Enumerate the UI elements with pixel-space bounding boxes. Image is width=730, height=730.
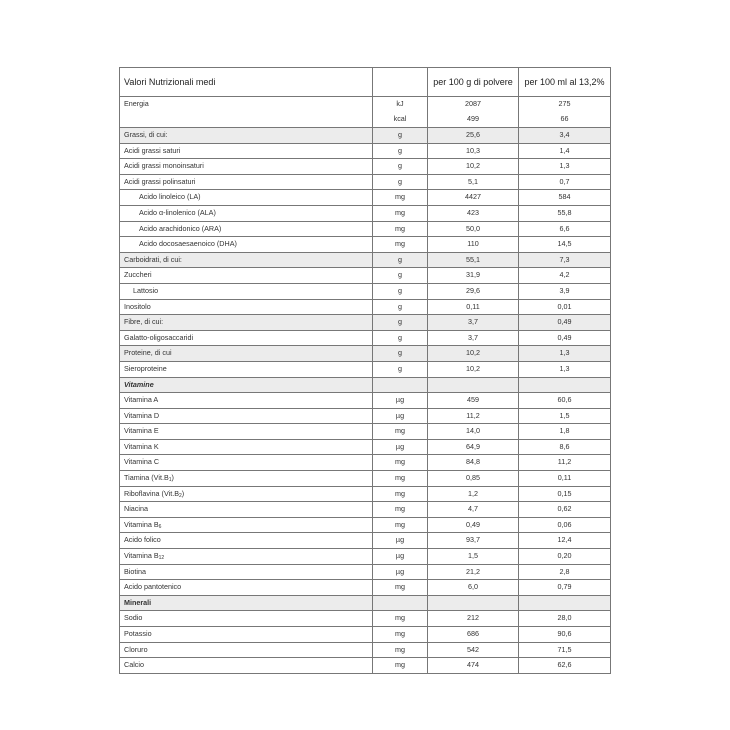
value-per-100ml: 55,8	[519, 205, 611, 221]
table-row	[120, 424, 611, 440]
header-row	[120, 68, 611, 97]
nutrient-name	[120, 299, 373, 315]
nutrient-name-text: Vitamina A	[124, 395, 159, 405]
nutrition-table	[119, 67, 611, 674]
value-per-100g: 474	[428, 658, 519, 674]
nutrient-unit: g	[373, 330, 428, 346]
nutrient-unit: mg	[373, 237, 428, 253]
nutrient-unit: g	[373, 174, 428, 190]
value-per-100g: 0,49	[428, 517, 519, 533]
value-per-100ml: 0,06	[519, 517, 611, 533]
nutrient-name	[120, 128, 373, 144]
table-row	[120, 486, 611, 502]
nutrient-name	[120, 237, 373, 253]
table-row	[120, 237, 611, 253]
nutrient-name	[120, 471, 373, 487]
nutrient-name	[120, 408, 373, 424]
nutrient-name	[120, 486, 373, 502]
value-per-100g: 1,2	[428, 486, 519, 502]
col-per-100g-header: per 100 g di polvere	[428, 68, 519, 97]
value-per-100ml: 1,4	[519, 143, 611, 159]
energy-unit-kcal: kcal	[393, 113, 407, 123]
nutrient-name	[120, 393, 373, 409]
value-per-100ml: 1,3	[519, 346, 611, 362]
nutrient-name-text: Potassio	[124, 629, 152, 638]
nutrient-unit: µg	[373, 533, 428, 549]
nutrient-subscript: 2	[179, 492, 182, 499]
table-row	[120, 346, 611, 362]
nutrient-unit: g	[373, 268, 428, 284]
value-per-100g: 31,9	[428, 268, 519, 284]
nutrient-name	[120, 190, 373, 206]
nutrient-name-text: Sieroproteine	[124, 363, 167, 373]
nutrient-name-text: Vitamina D	[124, 410, 160, 420]
nutrient-name	[120, 174, 373, 190]
section-title: Vitamine	[120, 377, 373, 393]
value-per-100g: 459	[428, 393, 519, 409]
value-per-100g: 29,6	[428, 283, 519, 299]
value-per-100g: 423	[428, 205, 519, 221]
nutrient-name	[120, 564, 373, 580]
nutrient-name-text: Sodio	[124, 613, 143, 623]
value-per-100ml: 62,6	[519, 658, 611, 674]
table-row	[120, 439, 611, 455]
value-per-100g: 64,9	[428, 439, 519, 455]
value-per-100ml: 90,6	[519, 627, 611, 643]
table-row	[120, 361, 611, 377]
nutrient-name-text: Calcio	[124, 660, 144, 670]
table-row	[120, 627, 611, 643]
nutrient-name-text: Vitamina C	[124, 457, 160, 467]
value-per-100g: 1,5	[428, 549, 519, 565]
nutrient-name-text: Acido linoleico (LA)	[139, 192, 201, 202]
nutrient-name-text: Vitamina B	[124, 519, 159, 529]
nutrient-name-text: Proteine, di cui	[124, 348, 172, 358]
nutrient-unit: mg	[373, 486, 428, 502]
nutrient-name	[120, 221, 373, 237]
table-row	[120, 299, 611, 315]
table-row	[120, 564, 611, 580]
nutrient-unit: mg	[373, 502, 428, 518]
nutrient-subscript: 12	[158, 555, 165, 562]
nutrient-unit: mg	[373, 658, 428, 674]
table-row	[120, 128, 611, 144]
value-per-100ml: 0,20	[519, 549, 611, 565]
value-per-100ml: 0,49	[519, 315, 611, 331]
table-row	[120, 393, 611, 409]
section-row	[120, 595, 611, 611]
nutrient-unit: mg	[373, 517, 428, 533]
nutrient-unit: mg	[373, 580, 428, 596]
nutrient-name	[120, 283, 373, 299]
nutrient-unit: µg	[373, 439, 428, 455]
nutrient-name-text: Biotina	[124, 566, 146, 576]
nutrient-name	[120, 439, 373, 455]
energy-values-100g	[428, 97, 519, 128]
value-per-100ml: 1,3	[519, 159, 611, 175]
value-per-100g: 11,2	[428, 408, 519, 424]
value-per-100ml: 6,6	[519, 221, 611, 237]
value-per-100ml: 71,5	[519, 642, 611, 658]
nutrition-table-container	[119, 67, 610, 674]
value-per-100g: 4427	[428, 190, 519, 206]
nutrient-unit: g	[373, 143, 428, 159]
value-per-100g: 4,7	[428, 502, 519, 518]
nutrient-name-text: Cloruro	[124, 644, 148, 654]
value-per-100ml: 2,8	[519, 564, 611, 580]
table-row	[120, 315, 611, 331]
nutrient-name-text: Acido pantotenico	[124, 582, 182, 592]
empty-cell	[519, 595, 611, 611]
nutrient-unit: mg	[373, 221, 428, 237]
nutrient-unit: g	[373, 299, 428, 315]
value-per-100ml: 0,79	[519, 580, 611, 596]
nutrient-unit: µg	[373, 564, 428, 580]
value-per-100g: 10,2	[428, 346, 519, 362]
nutrient-suffix: )	[181, 488, 185, 498]
value-per-100ml: 1,3	[519, 361, 611, 377]
nutrient-unit: µg	[373, 393, 428, 409]
nutrient-name	[120, 580, 373, 596]
nutrient-unit: mg	[373, 471, 428, 487]
nutrient-name	[120, 252, 373, 268]
value-per-100ml: 3,4	[519, 128, 611, 144]
value-per-100g: 55,1	[428, 252, 519, 268]
table-row	[120, 471, 611, 487]
value-per-100g: 93,7	[428, 533, 519, 549]
nutrient-unit: g	[373, 361, 428, 377]
nutrient-name	[120, 455, 373, 471]
table-row	[120, 642, 611, 658]
energy-label: Energia	[120, 97, 373, 128]
value-per-100g: 0,85	[428, 471, 519, 487]
nutrient-subscript: 6	[158, 523, 162, 530]
value-per-100ml: 14,5	[519, 237, 611, 253]
value-per-100ml: 60,6	[519, 393, 611, 409]
table-row	[120, 143, 611, 159]
energy-kj-100ml: 275	[558, 99, 571, 108]
nutrient-name-text: Zuccheri	[124, 270, 152, 280]
table-row	[120, 268, 611, 284]
table-row	[120, 517, 611, 533]
nutrient-name	[120, 159, 373, 175]
value-per-100g: 10,3	[428, 143, 519, 159]
value-per-100g: 212	[428, 611, 519, 627]
value-per-100ml: 3,9	[519, 283, 611, 299]
nutrient-unit: g	[373, 252, 428, 268]
nutrient-unit: µg	[373, 549, 428, 565]
nutrient-unit: mg	[373, 611, 428, 627]
table-row	[120, 658, 611, 674]
table-row	[120, 190, 611, 206]
table-title: Valori Nutrizionali medi	[120, 68, 373, 97]
nutrient-name	[120, 143, 373, 159]
nutrient-name-text: Tiamina (Vit.B	[124, 473, 169, 483]
value-per-100g: 6,0	[428, 580, 519, 596]
table-row	[120, 159, 611, 175]
nutrient-name-text: Acidi grassi monoinsaturi	[124, 161, 204, 171]
nutrient-name-text: Vitamina K	[124, 441, 159, 451]
energy-kcal-100ml: 66	[560, 113, 569, 123]
value-per-100g: 84,8	[428, 455, 519, 471]
nutrient-name	[120, 315, 373, 331]
nutrient-name	[120, 268, 373, 284]
value-per-100ml: 4,2	[519, 268, 611, 284]
value-per-100ml: 0,49	[519, 330, 611, 346]
nutrient-name	[120, 549, 373, 565]
energy-row	[120, 97, 611, 128]
value-per-100g: 25,6	[428, 128, 519, 144]
nutrient-name	[120, 517, 373, 533]
value-per-100g: 3,7	[428, 315, 519, 331]
value-per-100g: 10,2	[428, 361, 519, 377]
nutrient-unit: g	[373, 283, 428, 299]
nutrient-name	[120, 361, 373, 377]
value-per-100g: 0,11	[428, 299, 519, 315]
value-per-100ml: 584	[519, 190, 611, 206]
table-row	[120, 549, 611, 565]
energy-values-100ml	[519, 97, 611, 128]
value-per-100ml: 7,3	[519, 252, 611, 268]
nutrient-name-text: Riboflavina (Vit.B	[124, 488, 179, 498]
nutrient-name-text: Acidi grassi polinsaturi	[124, 176, 196, 186]
section-title: Minerali	[120, 595, 373, 611]
nutrient-name-text: Lattosio	[133, 285, 159, 295]
value-per-100g: 686	[428, 627, 519, 643]
nutrient-name	[120, 424, 373, 440]
value-per-100g: 110	[428, 237, 519, 253]
value-per-100g: 14,0	[428, 424, 519, 440]
nutrient-name-text: Vitamina B	[124, 551, 159, 561]
nutrient-name	[120, 502, 373, 518]
value-per-100ml: 28,0	[519, 611, 611, 627]
value-per-100g: 10,2	[428, 159, 519, 175]
nutrient-unit: g	[373, 315, 428, 331]
nutrient-unit: mg	[373, 424, 428, 440]
empty-cell	[428, 595, 519, 611]
value-per-100g: 542	[428, 642, 519, 658]
nutrient-name-text: Acidi grassi saturi	[124, 145, 181, 155]
nutrient-name-text: Inositolo	[124, 301, 151, 311]
nutrient-name	[120, 627, 373, 643]
nutrient-name	[120, 533, 373, 549]
value-per-100ml: 0,01	[519, 299, 611, 315]
table-row	[120, 174, 611, 190]
value-per-100ml: 0,11	[519, 471, 611, 487]
nutrient-name-text: Fibre, di cui:	[124, 317, 164, 327]
value-per-100ml: 0,7	[519, 174, 611, 190]
empty-cell	[519, 377, 611, 393]
table-row	[120, 205, 611, 221]
empty-cell	[428, 377, 519, 393]
unit-header	[373, 68, 428, 97]
nutrient-unit: µg	[373, 408, 428, 424]
value-per-100g: 50,0	[428, 221, 519, 237]
table-row	[120, 221, 611, 237]
energy-kcal-100g: 499	[467, 113, 479, 123]
nutrient-unit: mg	[373, 190, 428, 206]
nutrient-name-text: Acido docosaesaenoico (DHA)	[139, 239, 237, 249]
nutrient-unit: g	[373, 159, 428, 175]
table-row	[120, 533, 611, 549]
value-per-100ml: 12,4	[519, 533, 611, 549]
value-per-100g: 5,1	[428, 174, 519, 190]
value-per-100ml: 0,15	[519, 486, 611, 502]
table-row	[120, 408, 611, 424]
nutrient-name-text: Acido α-linolenico (ALA)	[139, 207, 216, 217]
nutrient-name-text: Niacina	[124, 504, 148, 514]
value-per-100ml: 1,5	[519, 408, 611, 424]
nutrient-name	[120, 205, 373, 221]
section-row	[120, 377, 611, 393]
nutrient-name	[120, 611, 373, 627]
table-row	[120, 330, 611, 346]
nutrient-subscript: 1	[168, 477, 172, 484]
value-per-100ml: 11,2	[519, 455, 611, 471]
nutrient-name-text: Acido arachidonico (ARA)	[139, 223, 222, 233]
nutrient-unit: mg	[373, 642, 428, 658]
nutrient-name	[120, 642, 373, 658]
nutrient-unit: g	[373, 128, 428, 144]
value-per-100ml: 1,8	[519, 424, 611, 440]
nutrient-unit: mg	[373, 627, 428, 643]
value-per-100ml: 8,6	[519, 439, 611, 455]
col-per-100ml-header: per 100 ml al 13,2%	[519, 68, 611, 97]
table-row	[120, 580, 611, 596]
nutrient-name-text: Galatto-oligosaccaridi	[124, 332, 194, 342]
table-row	[120, 283, 611, 299]
table-row	[120, 252, 611, 268]
energy-units	[373, 97, 428, 128]
nutrient-name	[120, 330, 373, 346]
empty-cell	[373, 595, 428, 611]
nutrient-name-text: Vitamina E	[124, 426, 159, 436]
energy-unit-kj: kJ	[396, 99, 404, 108]
nutrient-name-text: Grassi, di cui:	[124, 130, 168, 139]
nutrient-name-text: Acido folico	[124, 535, 161, 545]
nutrient-unit: g	[373, 346, 428, 362]
nutrient-name-text: Carboidrati, di cui:	[124, 254, 182, 264]
nutrient-suffix: )	[171, 473, 174, 483]
table-row	[120, 502, 611, 518]
table-row	[120, 611, 611, 627]
energy-kj-100g: 2087	[465, 99, 481, 108]
nutrient-name	[120, 346, 373, 362]
value-per-100g: 3,7	[428, 330, 519, 346]
table-row	[120, 455, 611, 471]
nutrient-name	[120, 658, 373, 674]
empty-cell	[373, 377, 428, 393]
value-per-100g: 21,2	[428, 564, 519, 580]
value-per-100ml: 0,62	[519, 502, 611, 518]
nutrient-unit: mg	[373, 205, 428, 221]
nutrient-unit: mg	[373, 455, 428, 471]
